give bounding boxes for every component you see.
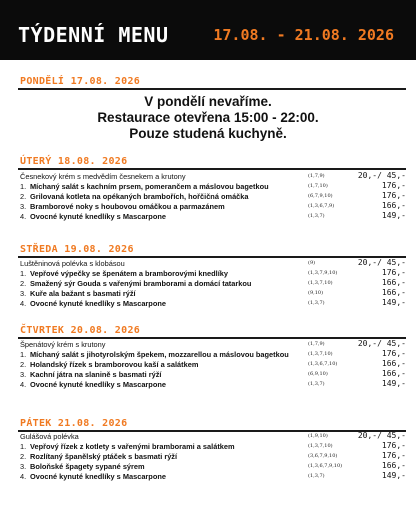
- allergens: (1,3,7): [308, 381, 325, 387]
- menu-item-row: [20, 192, 408, 202]
- price: 166,-: [381, 369, 406, 378]
- price: 20,-/ 45,-: [357, 431, 406, 440]
- item-number: 4.: [20, 212, 27, 221]
- allergens: (6,7,9,10): [308, 193, 333, 199]
- allergens: (1,3,7,10): [308, 351, 333, 357]
- day-title-thursday: ČTVRTEK 20.08. 2026: [20, 325, 141, 336]
- day-title-monday: PONDĚLÍ 17.08. 2026: [20, 76, 141, 87]
- allergens: (1,7,9): [308, 341, 325, 347]
- soup-name: Česnekový krém s medvědím česnekem a krutony: [20, 172, 186, 181]
- price: 149,-: [381, 298, 406, 307]
- item-number: 1.: [20, 182, 27, 191]
- soup-name: Špenátový krém s krutony: [20, 340, 106, 349]
- allergens: (1,9,10): [308, 433, 328, 439]
- price: 176,-: [381, 349, 406, 358]
- day-title-wednesday: STŘEDA 19.08. 2026: [20, 244, 134, 255]
- item-number: 2.: [20, 192, 27, 201]
- menu-title: TÝDENNÍ MENU: [18, 23, 169, 47]
- allergens: (1,3,7): [308, 300, 325, 306]
- allergens: (3,6,7,9,10): [308, 453, 338, 459]
- closed-notice-line: Restaurace otevřena 15:00 - 22:00.: [97, 110, 319, 125]
- item-name: Míchaný salát s jihotyrolským špekem, mozzarellou a máslovou bagetkou: [30, 350, 289, 359]
- item-number: 4.: [20, 299, 27, 308]
- allergens: (1,3,7): [308, 213, 325, 219]
- item-name: Ovocné kynuté knedlíky s Mascarpone: [30, 212, 166, 221]
- price: 20,-/ 45,-: [357, 171, 406, 180]
- menu-item-row: [20, 289, 408, 299]
- allergens: (1,3,7,10): [308, 280, 333, 286]
- price: 149,-: [381, 471, 406, 480]
- divider: [18, 337, 406, 339]
- menu-header: [0, 0, 416, 60]
- price: 166,-: [381, 278, 406, 287]
- item-name: Rozlítaný španělský ptáček s basmati rýží: [30, 452, 178, 461]
- item-number: 1.: [20, 350, 27, 359]
- item-name: Ovocné kynuté knedlíky s Mascarpone: [30, 472, 166, 481]
- item-name: Míchaný salát s kachním prsem, pomerančem a máslovou bagetkou: [30, 182, 269, 191]
- allergens: (9): [308, 260, 316, 266]
- closed-notice-line: Pouze studená kuchyně.: [129, 126, 287, 141]
- item-name: Grilovaná kotleta na opékaných brambořích, hořčičná omáčka: [30, 192, 249, 201]
- soup-row: [20, 172, 408, 182]
- price: 176,-: [381, 191, 406, 200]
- price: 20,-/ 45,-: [357, 339, 406, 348]
- price: 176,-: [381, 441, 406, 450]
- item-name: Vepřové výpečky se špenátem a bramborovými knedlíky: [30, 269, 229, 278]
- allergens: (1,3,6,7,9): [308, 203, 335, 209]
- price: 149,-: [381, 211, 406, 220]
- soup-name: Luštěninová polévka s klobásou: [20, 259, 125, 268]
- allergens: (1,3,7): [308, 473, 325, 479]
- item-name: Ovocné kynuté knedlíky s Mascarpone: [30, 299, 166, 308]
- allergens: (1,3,6,7,10): [308, 361, 338, 367]
- divider: [18, 88, 406, 90]
- soup-row: [20, 432, 408, 442]
- menu-item-row: [20, 182, 408, 192]
- menu-item-row: [20, 380, 408, 390]
- price: 20,-/ 45,-: [357, 258, 406, 267]
- item-name: Bramborové noky s houbovou omáčkou a parmazánem: [30, 202, 225, 211]
- item-number: 3.: [20, 202, 27, 211]
- soup-row: [20, 259, 408, 269]
- item-number: 2.: [20, 452, 27, 461]
- item-number: 3.: [20, 462, 27, 471]
- item-number: 1.: [20, 442, 27, 451]
- price: 166,-: [381, 359, 406, 368]
- menu-item-row: [20, 370, 408, 380]
- allergens: (1,7,10): [308, 183, 328, 189]
- menu-item-row: [20, 442, 408, 452]
- price: 166,-: [381, 461, 406, 470]
- price: 176,-: [381, 268, 406, 277]
- menu-item-row: [20, 350, 408, 360]
- allergens: (1,3,7,10): [308, 443, 333, 449]
- item-number: 2.: [20, 360, 27, 369]
- allergens: (6,9,10): [308, 371, 328, 377]
- item-name: Boloňské špagety sypané sýrem: [30, 462, 145, 471]
- price: 149,-: [381, 379, 406, 388]
- allergens: (1,7,9): [308, 173, 325, 179]
- allergens: (1,3,6,7,9,10): [308, 463, 343, 469]
- menu-item-row: [20, 202, 408, 212]
- soup-row: [20, 340, 408, 350]
- item-name: Ovocné kynuté knedlíky s Mascarpone: [30, 380, 166, 389]
- soup-name: Gulášová polévka: [20, 432, 79, 441]
- allergens: (1,3,7,9,10): [308, 270, 338, 276]
- item-number: 3.: [20, 370, 27, 379]
- menu-item-row: [20, 472, 408, 482]
- allergens: (9,10): [308, 290, 324, 296]
- item-name: Vepřový řízek z kotlety s vařenými bramborami a salátkem: [30, 442, 235, 451]
- item-number: 4.: [20, 380, 27, 389]
- closed-notice-line: V pondělí nevaříme.: [144, 94, 272, 109]
- price: 166,-: [381, 201, 406, 210]
- item-number: 3.: [20, 289, 27, 298]
- divider: [18, 256, 406, 258]
- item-name: Smažený sýr Gouda s vařenými bramborami a domácí tatarkou: [30, 279, 252, 288]
- divider: [18, 168, 406, 170]
- price: 166,-: [381, 288, 406, 297]
- item-name: Kuře ala bažant s basmati rýží: [30, 289, 136, 298]
- item-number: 4.: [20, 472, 27, 481]
- item-number: 1.: [20, 269, 27, 278]
- day-title-friday: PÁTEK 21.08. 2026: [20, 418, 128, 429]
- item-name: Holandský řízek s bramborovou kaší a salátkem: [30, 360, 199, 369]
- menu-item-row: [20, 269, 408, 279]
- day-title-tuesday: ÚTERÝ 18.08. 2026: [20, 156, 128, 167]
- item-name: Kachní játra na slanině s basmati rýží: [30, 370, 162, 379]
- menu-item-row: [20, 279, 408, 289]
- menu-date-range: 17.08. - 21.08. 2026: [213, 26, 394, 44]
- menu-item-row: [20, 212, 408, 222]
- menu-item-row: [20, 299, 408, 309]
- menu-item-row: [20, 462, 408, 472]
- menu-item-row: [20, 452, 408, 462]
- menu-item-row: [20, 360, 408, 370]
- price: 176,-: [381, 181, 406, 190]
- price: 176,-: [381, 451, 406, 460]
- item-number: 2.: [20, 279, 27, 288]
